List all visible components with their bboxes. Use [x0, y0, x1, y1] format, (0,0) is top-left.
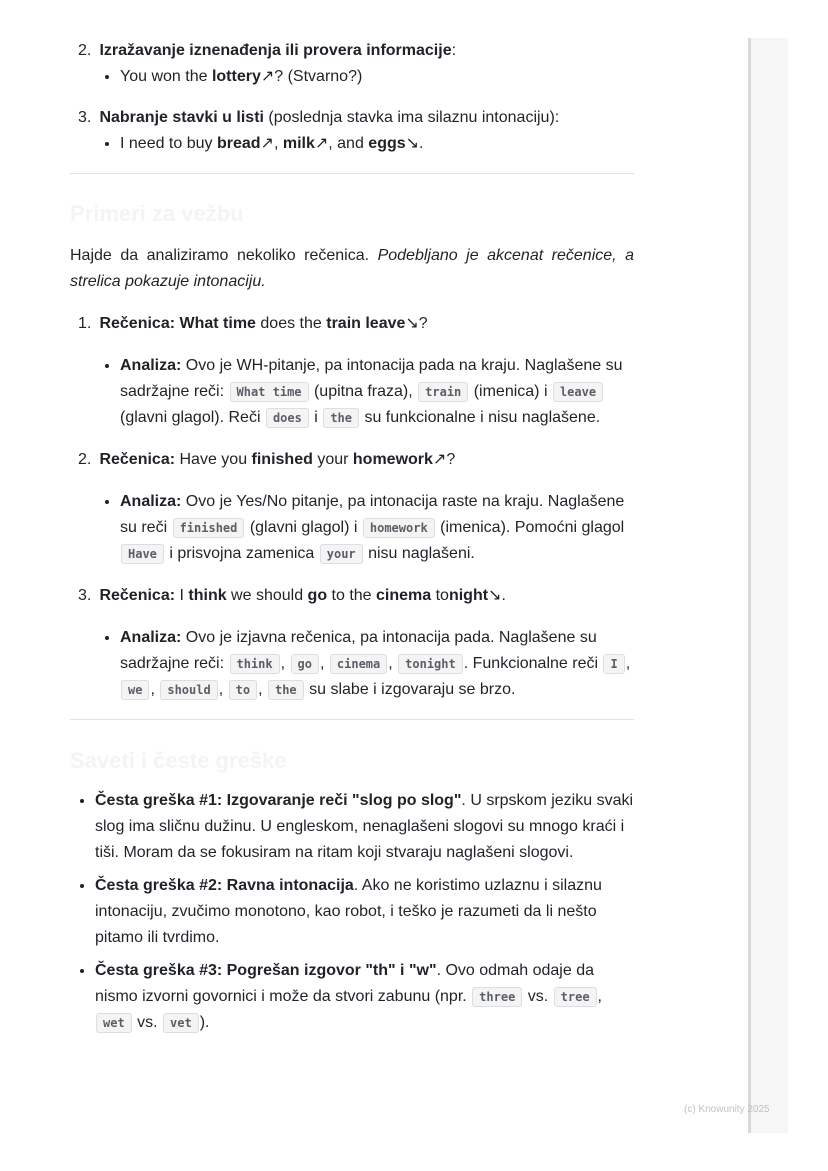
sentence-label: Rečenica:	[99, 315, 176, 332]
analysis	[120, 353, 634, 431]
example-text: ? (Stvarno?)	[274, 68, 363, 85]
code-word: the	[323, 408, 359, 428]
tip-title: Česta greška #2: Ravna intonacija	[95, 877, 354, 894]
analysis-list	[95, 353, 634, 431]
code-word: should	[160, 680, 217, 700]
tip-text: vs.	[132, 1014, 163, 1031]
analysis-text: su slabe i izgovaraju se brzo.	[304, 681, 516, 698]
sentence-text: I	[175, 587, 189, 604]
code-word: we	[121, 680, 149, 700]
sentence-text: to	[431, 587, 449, 604]
analysis-text: . Funkcionalne reči	[463, 655, 603, 672]
tip-title: Česta greška #3: Pogrešan izgovor "th" i "w"	[95, 962, 437, 979]
falling-arrow-icon: ↘	[405, 315, 419, 332]
intonation-list	[70, 38, 634, 157]
analysis-text: (imenica) i	[469, 383, 552, 400]
falling-arrow-icon: ↘	[488, 587, 502, 604]
tip-title: Česta greška #1: Izgovaranje reči "slog po slog"	[95, 792, 462, 809]
example-text: You won the	[120, 68, 212, 85]
list-item	[78, 105, 634, 157]
practice-item	[78, 311, 634, 431]
analysis-text: (glavni glagol) i	[245, 519, 362, 536]
list-number: 3.	[78, 109, 92, 126]
practice-intro	[70, 243, 634, 295]
sentence-text: ?	[418, 315, 428, 332]
analysis-text: (upitna fraza),	[309, 383, 418, 400]
example-sentence	[120, 64, 634, 90]
sentence-text: to the	[327, 587, 377, 604]
sentence-text: your	[312, 451, 353, 468]
sentence-label: Rečenica:	[99, 587, 176, 604]
stressed-word: train leave	[326, 315, 406, 332]
code-word: three	[472, 987, 522, 1007]
code-word: the	[268, 680, 304, 700]
sentence-text: .	[501, 587, 506, 604]
scrollbar-thumb[interactable]	[748, 38, 751, 1133]
code-word: does	[266, 408, 309, 428]
analysis-text: Ovo je Yes/No pitanje, pa intonacija raste na kraju. Naglašene su reči	[120, 493, 625, 536]
stressed-word: What time	[179, 315, 256, 332]
analysis-text: Ovo je izjavna rečenica, pa intonacija pada. Naglašene su sadržajne reči:	[120, 629, 597, 672]
tip-text: . Ako ne koristimo uzlaznu i silaznu intonaciju, zvučimo monotono, kao robot, i teško je razumeti da li nešto pitamo ili tvrdimo.	[95, 877, 602, 946]
sentence-text: Have you	[175, 451, 252, 468]
rising-arrow-icon: ↗	[432, 451, 447, 468]
example-text: ,	[273, 135, 283, 152]
falling-arrow-icon: ↘	[405, 135, 420, 152]
rising-arrow-icon: ↗	[314, 135, 329, 152]
stressed-word: bread	[216, 135, 261, 152]
stressed-word: night	[448, 587, 489, 604]
stressed-word: lottery	[211, 68, 261, 85]
rising-arrow-icon: ↗	[260, 68, 275, 85]
document-content	[70, 38, 634, 1036]
list-number: 3.	[78, 587, 92, 604]
comma: ,	[319, 655, 325, 672]
section-heading-practice: Primeri za vežbu	[70, 201, 244, 226]
sentence-text: ?	[446, 451, 456, 468]
analysis-text: (glavni glagol). Reči	[120, 409, 265, 426]
intro-text: Hajde da analiziramo nekoliko rečenica.	[70, 247, 378, 264]
analysis-label: Analiza:	[120, 357, 182, 374]
tip-text: . Ovo odmah odaje da nismo izvorni govornici i može da stvori zabunu (npr.	[95, 962, 594, 1005]
code-word: wet	[96, 1013, 132, 1033]
analysis-label: Analiza:	[120, 493, 182, 510]
code-word: Have	[121, 544, 164, 564]
scrollbar-track[interactable]	[748, 38, 788, 1133]
practice-item	[78, 583, 634, 703]
tip-item	[95, 958, 634, 1036]
tip-text: . U srpskom jeziku svaki slog ima sličnu dužinu. U engleskom, nenaglašeni slogovi su mnogo kraći i tiši. Moram da se fokusiram na ritam koji stvaraju naglašeni slogovi.	[95, 792, 634, 861]
stressed-word: go	[307, 587, 328, 604]
practice-item	[78, 447, 634, 567]
footer-copyright: (c) Knowunity 2025	[684, 1104, 770, 1115]
code-word: tree	[554, 987, 597, 1007]
tip-text: ).	[199, 1014, 210, 1031]
section-heading-tips: Saveti i česte greške	[70, 748, 287, 773]
analysis-text: i prisvojna zamenica	[164, 545, 319, 562]
item-title: Nabranje stavki u listi	[99, 109, 264, 126]
example-text: .	[419, 135, 424, 152]
stressed-word: finished	[251, 451, 313, 468]
analysis-text: i	[309, 409, 323, 426]
analysis	[120, 625, 634, 703]
code-word: think	[230, 654, 280, 674]
code-word: I	[603, 654, 624, 674]
code-word: your	[320, 544, 363, 564]
tip-text: vs.	[523, 988, 553, 1005]
code-word: train	[418, 382, 468, 402]
comma: ,	[280, 655, 286, 672]
tip-text: ,	[597, 988, 602, 1005]
comma: ,	[218, 681, 224, 698]
practice-list	[70, 311, 634, 703]
divider	[70, 173, 634, 174]
code-word: go	[291, 654, 319, 674]
tip-item	[95, 873, 634, 951]
comma: ,	[388, 655, 393, 672]
tip-item	[95, 788, 634, 866]
item-title-suffix: (poslednja stavka ima silaznu intonaciju):	[263, 109, 560, 126]
analysis-label: Analiza:	[120, 629, 182, 646]
divider	[70, 719, 634, 720]
stressed-word: eggs	[368, 135, 406, 152]
example-text: , and	[328, 135, 369, 152]
analysis-list	[95, 489, 634, 567]
stressed-word: homework	[352, 451, 433, 468]
tips-list	[70, 788, 634, 1036]
analysis-text: Ovo je WH-pitanje, pa intonacija pada na kraju. Naglašene su sadržajne reči:	[120, 357, 623, 400]
sentence-text: we should	[226, 587, 308, 604]
sentence-label: Rečenica:	[99, 451, 176, 468]
stressed-word: think	[188, 587, 227, 604]
code-word: vet	[163, 1013, 199, 1033]
analysis-list	[95, 625, 634, 703]
sentence-text: does the	[255, 315, 327, 332]
code-word: finished	[173, 518, 245, 538]
analysis-text: su funkcionalne i nisu naglašene.	[360, 409, 601, 426]
analysis-text: (imenica). Pomoćni glagol	[435, 519, 625, 536]
stressed-word: cinema	[376, 587, 432, 604]
item-title-suffix: :	[451, 42, 457, 59]
comma: ,	[625, 655, 631, 672]
example-list	[95, 131, 634, 157]
code-word: to	[229, 680, 257, 700]
example-sentence	[120, 131, 634, 157]
analysis-text: nisu naglašeni.	[363, 545, 475, 562]
list-item	[78, 38, 634, 90]
example-list	[95, 64, 634, 90]
list-number: 2.	[78, 42, 92, 59]
rising-arrow-icon: ↗	[260, 135, 274, 152]
item-title: Izražavanje iznenađenja ili provera informacije	[99, 42, 452, 59]
analysis	[120, 489, 634, 567]
example-text: I need to buy	[120, 135, 217, 152]
list-number: 1.	[78, 315, 92, 332]
comma: ,	[258, 681, 263, 698]
code-word: tonight	[398, 654, 463, 674]
code-word: homework	[363, 518, 435, 538]
stressed-word: milk	[282, 135, 315, 152]
code-word: What time	[230, 382, 309, 402]
code-word: leave	[553, 382, 603, 402]
comma: ,	[150, 681, 155, 698]
code-word: cinema	[330, 654, 387, 674]
list-number: 2.	[78, 451, 92, 468]
intro-italic-text: Podebljano je akcenat rečenice, a strelica pokazuje intonaciju.	[70, 247, 634, 290]
